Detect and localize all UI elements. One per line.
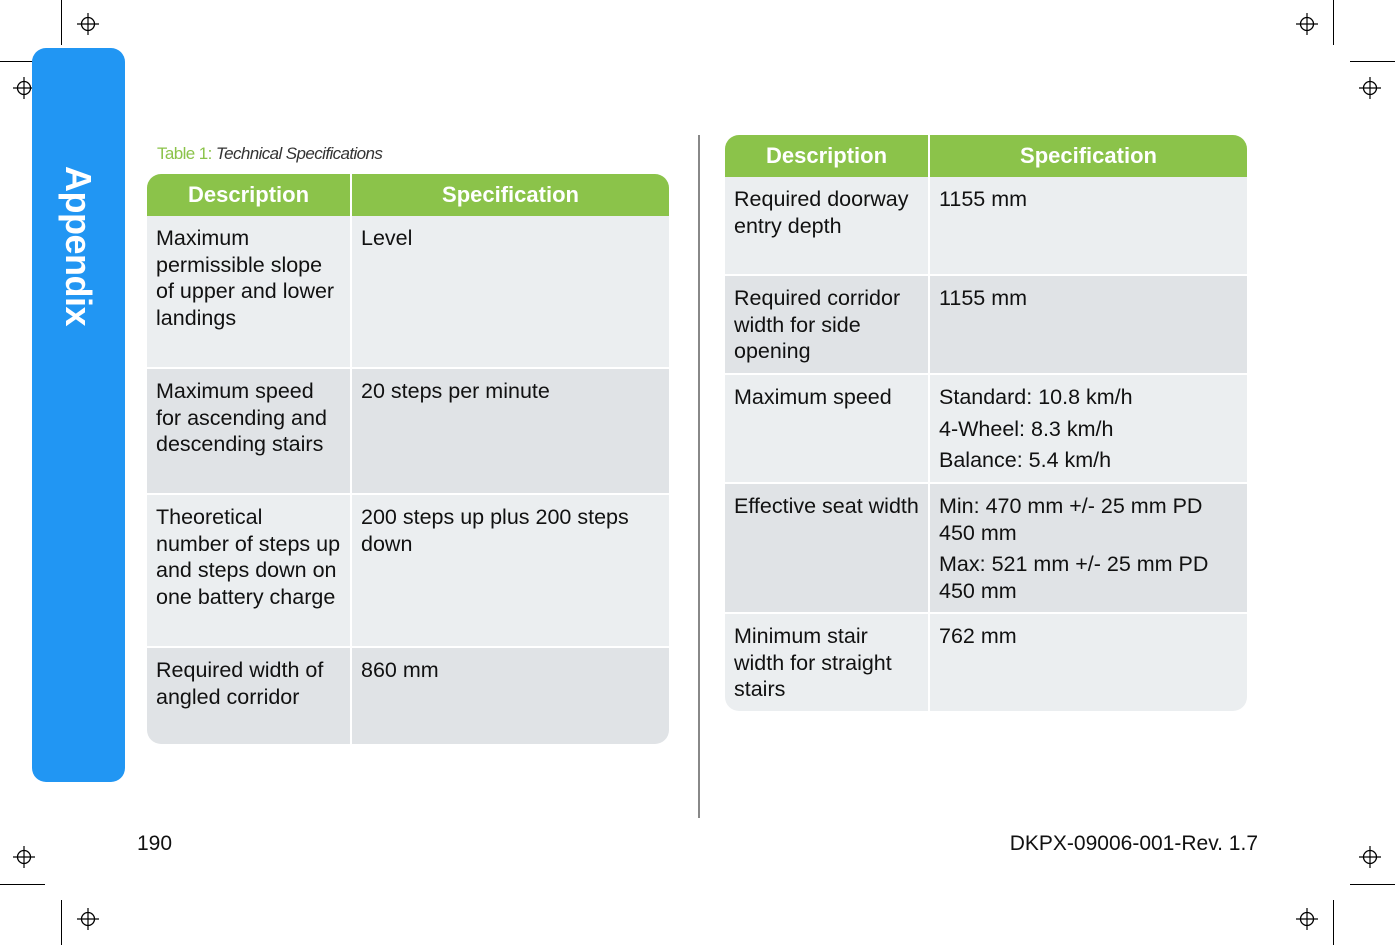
caption-lead: Table 1: [157, 144, 212, 163]
specification-line: Standard: 10.8 km/h [939, 385, 1133, 409]
section-tab [32, 48, 125, 782]
table-header [725, 135, 1247, 177]
crop-line [61, 900, 62, 945]
description-cell: Maximum speed for ascending and descending stairs [147, 369, 352, 493]
description-cell: Required width of angled corridor [147, 648, 352, 744]
specification-line: 1155 mm [939, 187, 1028, 211]
crop-line [0, 884, 45, 885]
header-description: Description [147, 174, 352, 216]
registration-mark-icon [1359, 846, 1381, 868]
description-cell: Theoretical number of steps up and steps down on one battery charge [147, 495, 352, 646]
description-cell: Required doorway entry depth [725, 177, 930, 274]
specification-line: 860 mm [361, 658, 439, 682]
crop-line [1350, 61, 1395, 62]
table-row [725, 274, 1247, 373]
table-row [725, 177, 1247, 274]
specification-cell [930, 177, 1247, 274]
specification-line: 20 steps per minute [361, 379, 550, 403]
table-row [725, 482, 1247, 612]
crop-line [61, 0, 62, 45]
crop-line [1333, 0, 1334, 45]
specification-line: Balance: 5.4 km/h [939, 448, 1112, 472]
page-number: 190 [137, 832, 173, 855]
description-cell: Minimum stair width for straight stairs [725, 614, 930, 711]
table-row [147, 646, 669, 744]
specification-cell [930, 614, 1247, 711]
specification-line: 762 mm [939, 624, 1017, 648]
specification-cell [352, 495, 669, 646]
table-row [147, 367, 669, 493]
header-specification: Specification [1020, 143, 1157, 168]
description-cell: Required corridor width for side opening [725, 276, 930, 373]
description-cell: Maximum speed [725, 375, 930, 482]
spec-table-right [725, 135, 1247, 711]
document-id: DKPX-09006-001-Rev. 1.7 [1009, 832, 1258, 855]
specification-line: Max: 521 mm +/- 25 mm PD 450 mm [939, 552, 1209, 603]
specification-line: 1155 mm [939, 286, 1028, 310]
specification-line: 4-Wheel: 8.3 km/h [939, 416, 1114, 441]
registration-mark-icon [77, 908, 99, 930]
table-row [147, 493, 669, 646]
crop-line [1350, 884, 1395, 885]
description-cell: Effective seat width [725, 484, 930, 612]
registration-mark-icon [77, 13, 99, 35]
specification-cell [930, 375, 1247, 482]
description-cell: Maximum permissible slope of upper and lower landings [147, 216, 352, 367]
table-row [725, 373, 1247, 482]
specification-cell [352, 216, 669, 367]
table-row [147, 216, 669, 367]
table-caption [157, 144, 382, 164]
column-divider [698, 135, 700, 818]
specification-line: Level [361, 226, 413, 250]
specification-cell [352, 369, 669, 493]
table-header [147, 174, 669, 216]
registration-mark-icon [1296, 908, 1318, 930]
specification-cell [930, 276, 1247, 373]
header-description: Description [725, 135, 930, 177]
header-specification: Specification [442, 182, 579, 207]
specification-cell [352, 648, 669, 744]
spec-table-left [147, 174, 669, 744]
caption-title: Technical Specifications [215, 144, 383, 163]
specification-cell [930, 484, 1247, 612]
specification-line: Min: 470 mm +/- 25 mm PD 450 mm [939, 494, 1203, 545]
registration-mark-icon [1296, 13, 1318, 35]
section-tab-label: Appendix [58, 166, 99, 327]
registration-mark-icon [1359, 77, 1381, 99]
crop-line [1333, 900, 1334, 945]
table-row [725, 612, 1247, 711]
registration-mark-icon [13, 846, 35, 868]
specification-line: 200 steps up plus 200 steps down [361, 505, 629, 556]
